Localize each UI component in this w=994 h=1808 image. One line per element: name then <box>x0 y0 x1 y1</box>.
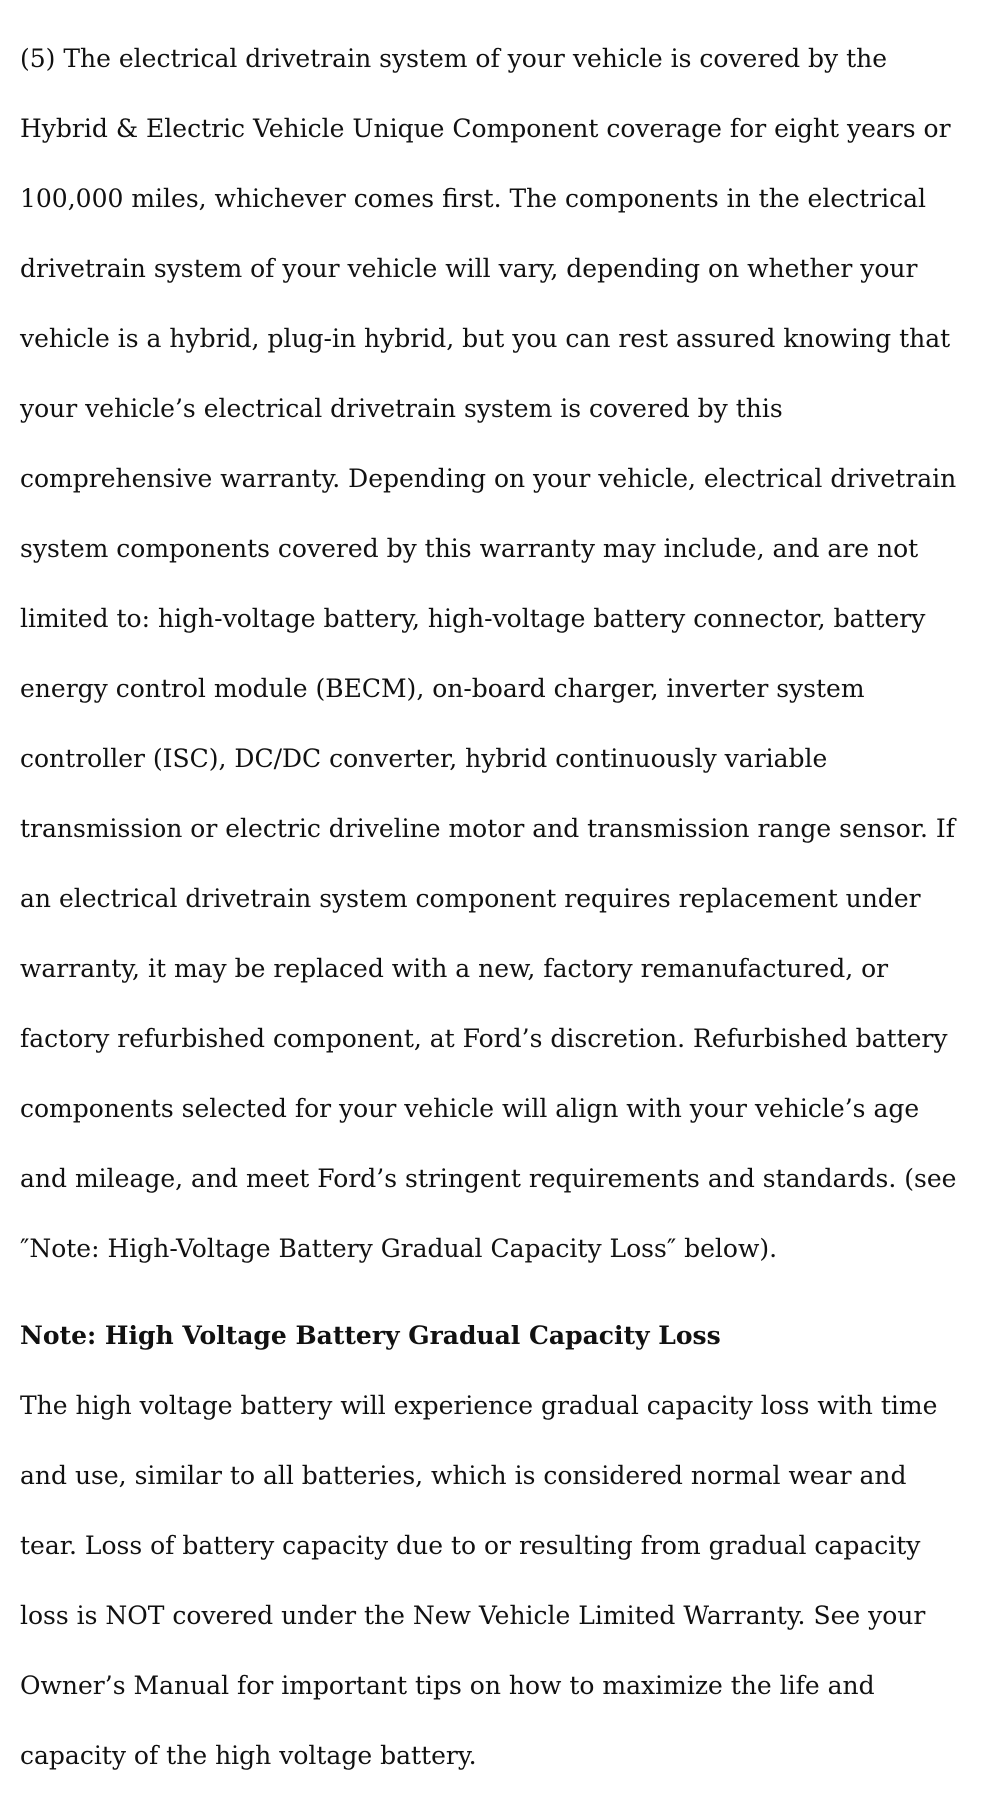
document-page <box>20 6 980 1808</box>
note-line: loss is NOT covered under the New Vehicle Limited Warranty. See your <box>20 1601 926 1630</box>
note-paragraph <box>20 1353 980 1808</box>
paragraph-line: controller (ISC), DC/DC converter, hybrid continuously variable <box>20 744 828 773</box>
warranty-paragraph <box>20 6 980 1301</box>
paragraph-line: Hybrid & Electric Vehicle Unique Component coverage for eight years or <box>20 114 951 143</box>
paragraph-line: 100,000 miles, whichever comes first. The components in the electrical <box>20 184 927 213</box>
paragraph-line: components selected for your vehicle will align with your vehicle’s age <box>20 1094 920 1123</box>
note-line: tear. Loss of battery capacity due to or resulting from gradual capacity <box>20 1531 921 1560</box>
paragraph-line: limited to: high-voltage battery, high-voltage battery connector, battery <box>20 604 926 633</box>
paragraph-line: vehicle is a hybrid, plug-in hybrid, but you can rest assured knowing that <box>20 324 951 353</box>
note-line: capacity of the high voltage battery. <box>20 1741 477 1770</box>
paragraph-line: ″Note: High-Voltage Battery Gradual Capacity Loss″ below). <box>20 1234 778 1263</box>
paragraph-line: an electrical drivetrain system component requires replacement under <box>20 884 921 913</box>
note-line: and use, similar to all batteries, which is considered normal wear and <box>20 1461 907 1490</box>
paragraph-line: energy control module (BECM), on-board charger, inverter system <box>20 674 865 703</box>
paragraph-line: warranty, it may be replaced with a new, factory remanufactured, or <box>20 954 889 983</box>
paragraph-line: transmission or electric driveline motor and transmission range sensor. If <box>20 814 955 843</box>
paragraph-line: comprehensive warranty. Depending on your vehicle, electrical drivetrain <box>20 464 957 493</box>
paragraph-line: factory refurbished component, at Ford’s discretion. Refurbished battery <box>20 1024 948 1053</box>
note-line: Owner’s Manual for important tips on how to maximize the life and <box>20 1671 875 1700</box>
paragraph-line: your vehicle’s electrical drivetrain system is covered by this <box>20 394 783 423</box>
paragraph-line: system components covered by this warranty may include, and are not <box>20 534 919 563</box>
paragraph-line: and mileage, and meet Ford’s stringent requirements and standards. (see <box>20 1164 957 1193</box>
note-line: The high voltage battery will experience gradual capacity loss with time <box>20 1391 938 1420</box>
paragraph-line: (5) The electrical drivetrain system of your vehicle is covered by the <box>20 44 888 73</box>
note-heading: Note: High Voltage Battery Gradual Capacity Loss <box>20 1321 721 1350</box>
paragraph-line: drivetrain system of your vehicle will vary, depending on whether your <box>20 254 918 283</box>
